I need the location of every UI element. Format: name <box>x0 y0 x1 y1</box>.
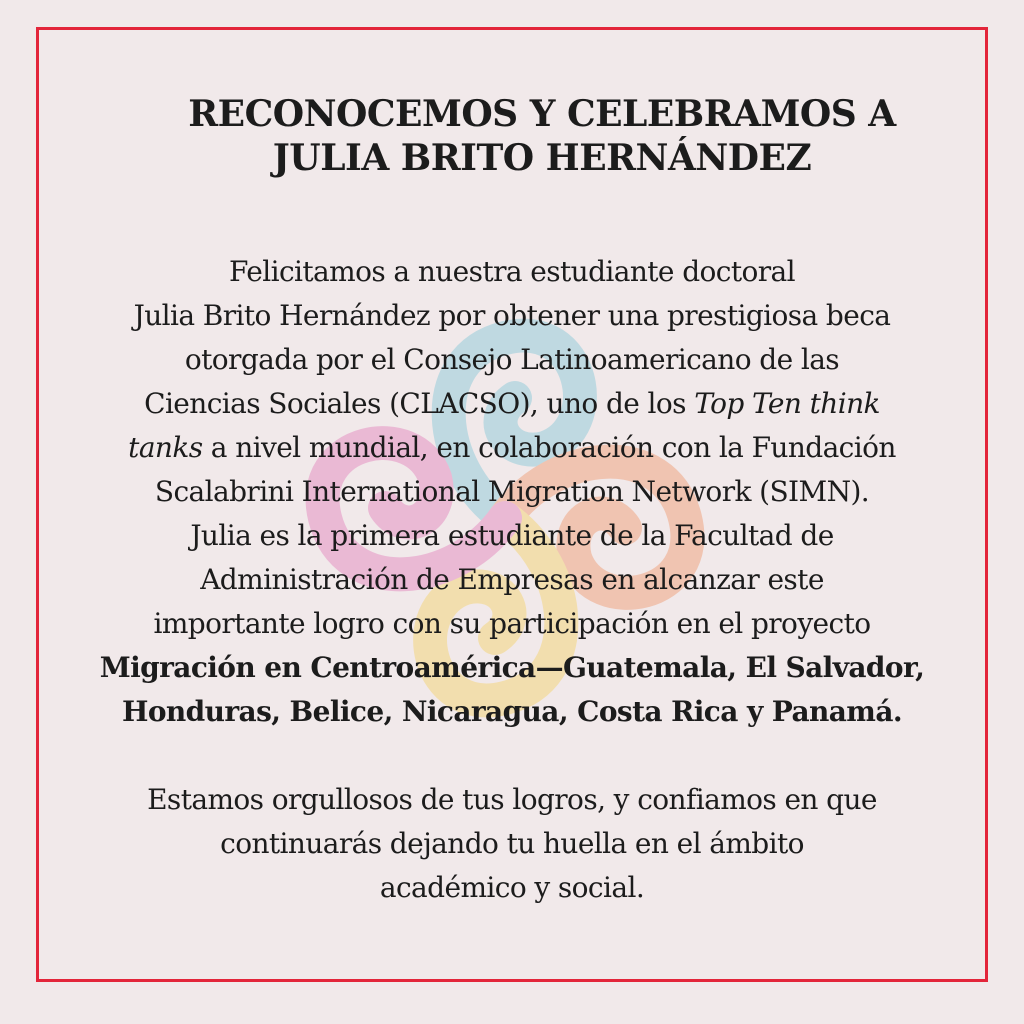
closing-line: continuarás dejando tu huella en el ámbito <box>220 827 804 860</box>
body-line: Felicitamos a nuestra estudiante doctoral <box>228 255 796 288</box>
headline-line-1: RECONOCEMOS Y CELEBRAMOS A <box>188 93 896 135</box>
body-line: Julia es la primera estudiante de la Facultad de <box>190 519 834 552</box>
body-line: importante logro con su participación en el proyecto <box>153 607 871 640</box>
body-line <box>40 426 984 470</box>
body-line: Administración de Empresas en alcanzar este <box>200 563 824 596</box>
body-line: Julia Brito Hernández por obtener una prestigiosa beca <box>133 299 891 332</box>
project-name-line: Migración en Centroamérica—Guatemala, El Salvador, <box>99 651 925 684</box>
italic-phrase: Top Ten think <box>694 387 880 420</box>
closing-line: Estamos orgullosos de tus logros, y confiamos en que <box>147 783 877 816</box>
body-line: otorgada por el Consejo Latinoamericano de las <box>184 343 840 376</box>
headline <box>60 92 1024 180</box>
body-line <box>40 382 984 426</box>
headline-line-2: JULIA BRITO HERNÁNDEZ <box>272 137 812 179</box>
project-name-line: Honduras, Belice, Nicaragua, Costa Rica y Panamá. <box>121 695 903 728</box>
closing-line: académico y social. <box>379 871 645 904</box>
announcement-body <box>40 250 984 910</box>
body-text-segment: a nivel mundial, en colaboración con la Fundación <box>202 431 896 464</box>
italic-phrase: tanks <box>128 431 203 464</box>
body-line: Scalabrini International Migration Network (SIMN). <box>154 475 870 508</box>
body-text-segment: Ciencias Sociales (CLACSO), uno de los <box>144 387 695 420</box>
paragraph-gap <box>40 734 984 778</box>
